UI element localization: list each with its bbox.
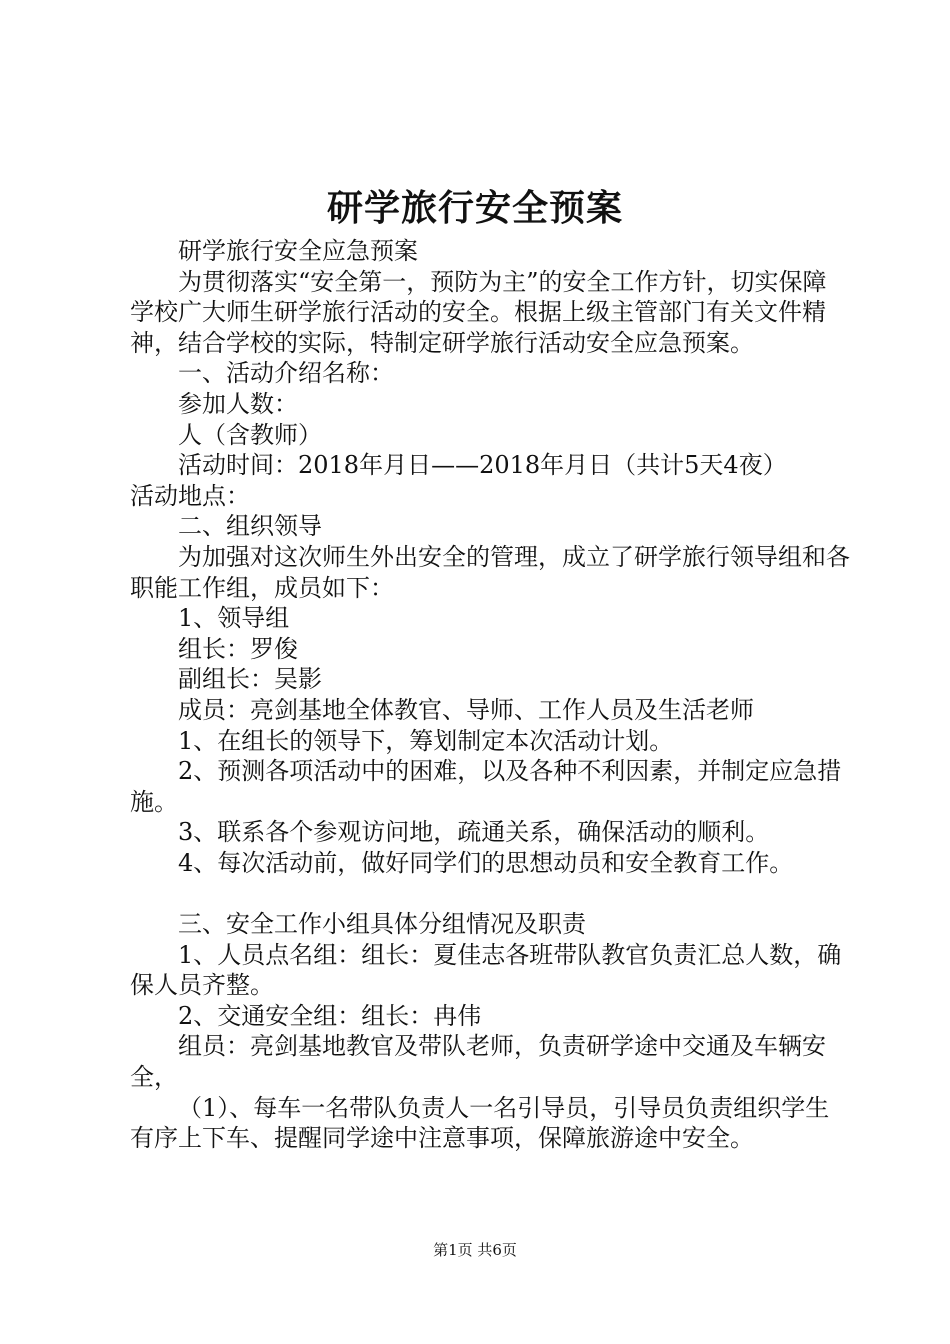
document-body	[130, 236, 850, 1154]
paragraph-6: 活动时间：2018年月日——2018年月日（共计5天4夜）	[178, 451, 787, 480]
paragraph-22: （1）、每车一名带队负责人一名引导员，引导员负责组织学生有序上下车、提醒同学途中注意事项，保障旅游途中安全。	[130, 1093, 830, 1153]
blank-line	[130, 878, 850, 909]
page-footer: 第1页 共6页	[433, 1241, 517, 1259]
paragraph-5: 人（含教师）	[178, 420, 322, 449]
paragraph-4: 参加人数：	[178, 389, 298, 418]
paragraph-19: 1、人员点名组：组长：夏佳志各班带队教官负责汇总人数，确保人员齐整。	[130, 940, 842, 1000]
paragraph-7: 活动地点：	[130, 481, 250, 510]
paragraph-15: 2、预测各项活动中的困难，以及各种不利因素，并制定应急措施。	[130, 757, 842, 816]
paragraph-10: 1、领导组	[178, 604, 290, 633]
paragraph-12: 副组长：吴影	[178, 665, 322, 694]
paragraph-20: 2、交通安全组：组长：冉伟	[178, 1001, 482, 1030]
paragraph-11: 组长：罗俊	[178, 634, 298, 663]
paragraph-18: 三、安全工作小组具体分组情况及职责	[178, 910, 586, 939]
paragraph-16: 3、联系各个参观访问地，疏通关系，确保活动的顺利。	[178, 818, 770, 847]
paragraph-14: 1、在组长的领导下，筹划制定本次活动计划。	[178, 726, 674, 755]
paragraph-1: 研学旅行安全应急预案	[178, 237, 418, 265]
paragraph-17: 4、每次活动前，做好同学们的思想动员和安全教育工作。	[178, 848, 794, 877]
paragraph-8: 二、组织领导	[178, 512, 322, 541]
paragraph-9: 为加强对这次师生外出安全的管理，成立了研学旅行领导组和各职能工作组，成员如下：	[130, 542, 850, 602]
paragraph-3: 一、活动介绍名称：	[178, 359, 394, 388]
paragraph-2: 为贯彻落实“安全第一，预防为主”的安全工作方针，切实保障学校广大师生研学旅行活动的安全。根据上级主管部门有关文件精神，结合学校的实际，特制定研学旅行活动安全应急预案。	[130, 267, 827, 357]
paragraph-13: 成员：亮剑基地全体教官、导师、工作人员及生活老师	[178, 695, 754, 724]
paragraph-21: 组员：亮剑基地教官及带队老师，负责研学途中交通及车辆安全，	[130, 1032, 826, 1092]
document-title: 研学旅行安全预案	[326, 187, 623, 229]
